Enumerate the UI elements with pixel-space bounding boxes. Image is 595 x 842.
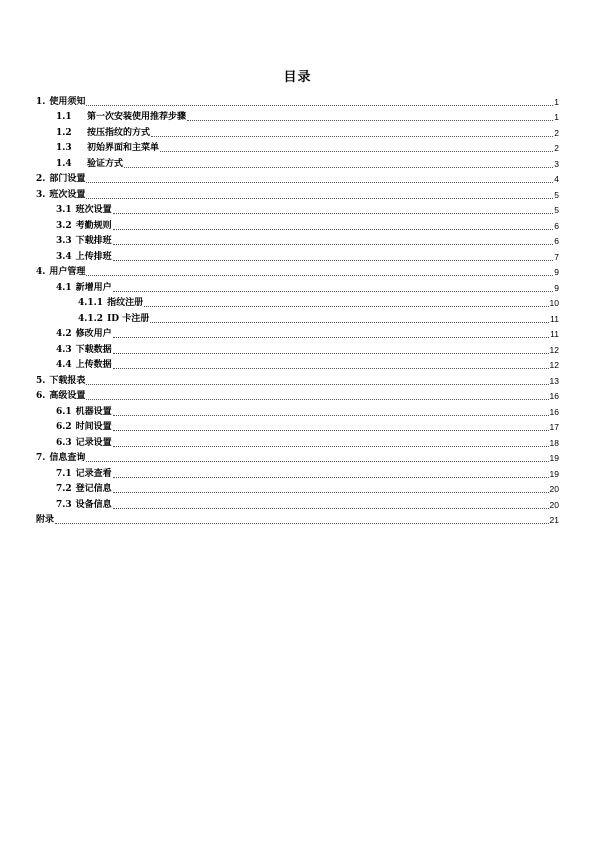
toc-entry-3-1[interactable] <box>36 201 559 217</box>
toc-entry-page: 7 <box>554 251 559 262</box>
toc-dot-leader <box>86 399 548 400</box>
toc-entry-number: 6.1 <box>56 406 72 417</box>
toc-entry-page: 16 <box>549 406 559 417</box>
toc-entry-number: 7. <box>36 453 46 463</box>
toc-entry-number: 6. <box>36 391 46 401</box>
toc-entry-label: 上传数据 <box>75 360 112 370</box>
toc-dot-leader <box>113 492 549 493</box>
toc-entry-page: 5 <box>554 189 559 200</box>
toc-entry-number: 5. <box>36 375 46 386</box>
toc-dot-leader <box>113 291 554 292</box>
toc-entry-number: 1. <box>36 96 46 107</box>
toc-entry-label: 部门设置 <box>49 174 86 184</box>
toc-entry-number: 2. <box>36 174 46 184</box>
toc-entry-5[interactable] <box>36 371 559 387</box>
toc-entry-page: 18 <box>549 437 559 448</box>
toc-entry-number: 7.2 <box>56 484 72 494</box>
toc-entry-label: 上传排班 <box>75 251 112 262</box>
toc-entry-label: 登记信息 <box>75 484 112 494</box>
toc-dot-leader <box>160 151 553 152</box>
toc-entry-7-2[interactable] <box>36 480 559 496</box>
toc-entry-number: 7.3 <box>56 499 72 510</box>
toc-entry-number: 4.4 <box>56 360 72 370</box>
toc-entry-2[interactable] <box>36 170 559 186</box>
toc-entry-page: 20 <box>549 484 559 494</box>
toc-entry-label: 下载排班 <box>75 236 112 246</box>
toc-entry-label: 新增用户 <box>75 282 112 293</box>
toc-entry-label: 考勤规则 <box>75 220 112 231</box>
toc-dot-leader <box>113 244 554 245</box>
toc-entry-number: 4.1 <box>56 282 72 293</box>
toc-dot-leader <box>187 120 553 121</box>
toc-entry-number: 3. <box>36 189 46 200</box>
toc-title: 目录 <box>283 70 312 85</box>
toc-entry-label: 下载报表 <box>49 375 86 386</box>
toc-entry-page: 11 <box>550 329 559 339</box>
toc-dot-leader <box>86 384 548 385</box>
toc-dot-leader <box>113 353 549 354</box>
toc-dot-leader <box>151 136 553 137</box>
toc-dot-leader <box>113 508 549 509</box>
toc-dot-leader <box>55 523 549 524</box>
toc-entry-number: 1.1 <box>56 112 72 122</box>
toc-entry-number: 4. <box>36 267 46 277</box>
toc-entry-3-3[interactable] <box>36 232 559 248</box>
toc-entry-label: 第一次安装使用推荐步骤 <box>87 112 187 122</box>
toc-dot-leader <box>86 182 553 183</box>
toc-entry-page: 12 <box>549 360 559 370</box>
toc-entry-label: 班次设置 <box>75 205 112 215</box>
toc-entry-label: 时间设置 <box>75 422 112 432</box>
toc-entry-1-3[interactable] <box>36 139 559 155</box>
toc-dot-leader <box>113 477 549 478</box>
toc-entry-7-3[interactable] <box>36 495 559 511</box>
toc-entry-label: 指纹注册 <box>107 298 144 308</box>
toc-entry-page: 16 <box>549 391 559 401</box>
toc-entry-label: 高级设置 <box>49 391 86 401</box>
toc-entry-number: 6.3 <box>56 437 72 448</box>
toc-entry-1-1[interactable] <box>36 108 559 124</box>
toc-entry-4-1-2[interactable] <box>36 309 559 325</box>
toc-entry-page: 19 <box>549 453 559 463</box>
toc-entry-6[interactable] <box>36 387 559 403</box>
toc-entry-number: 6.2 <box>56 422 72 432</box>
toc-entry-number: 4.1.1 <box>78 298 104 308</box>
toc-entry-4-3[interactable] <box>36 340 559 356</box>
toc-entry-label: 使用须知 <box>49 96 86 107</box>
toc-entry-number: 1.4 <box>56 158 72 169</box>
toc-entry-label: 记录设置 <box>75 437 112 448</box>
toc-entry-label: 附录 <box>36 515 55 525</box>
toc-entry-6-1[interactable] <box>36 402 559 418</box>
toc-dot-leader <box>113 415 549 416</box>
toc-entry-label: 初始界面和主菜单 <box>87 143 160 153</box>
toc-entry-1[interactable] <box>36 92 559 108</box>
toc-dot-leader <box>113 229 554 230</box>
toc-entry-page: 1 <box>554 96 559 107</box>
toc-entry-number: 1.2 <box>56 127 72 138</box>
toc-entry-page: 21 <box>549 515 559 525</box>
toc-dot-leader <box>86 105 553 106</box>
toc-entry-page: 10 <box>549 298 559 308</box>
toc-entry-label: 班次设置 <box>49 189 86 200</box>
toc-entry-4-4[interactable] <box>36 356 559 372</box>
toc-dot-leader <box>113 337 549 338</box>
toc-entry-label: ID 卡注册 <box>107 313 150 324</box>
toc-dot-leader <box>86 461 548 462</box>
toc-entry-4[interactable] <box>36 263 559 279</box>
toc-entry-number: 4.3 <box>56 344 72 355</box>
toc-entry-number: 3.4 <box>56 251 72 262</box>
toc-dot-leader <box>144 306 548 307</box>
toc-entry-7[interactable] <box>36 449 559 465</box>
toc-entry-label: 用户管理 <box>49 267 86 277</box>
toc-dot-leader <box>113 260 554 261</box>
toc-entry-number: 1.3 <box>56 143 72 153</box>
toc-entry-number: 4.1.2 <box>78 313 104 324</box>
toc-entry-page: 9 <box>554 267 559 277</box>
toc-list <box>36 92 559 526</box>
toc-entry-4-2[interactable] <box>36 325 559 341</box>
toc-dot-leader <box>113 446 549 447</box>
toc-entry-number: 3.2 <box>56 220 72 231</box>
toc-entry-1-4[interactable] <box>36 154 559 170</box>
toc-entry-page: 13 <box>549 375 559 386</box>
toc-entry-label: 设备信息 <box>75 499 112 510</box>
toc-entry-page: 2 <box>554 143 559 153</box>
toc-entry-label: 信息查询 <box>49 453 86 463</box>
toc-entry-page: 2 <box>554 127 559 138</box>
toc-dot-leader <box>113 213 554 214</box>
toc-entry-label: 记录查看 <box>75 468 112 479</box>
toc-dot-leader <box>86 198 553 199</box>
toc-entry-page: 1 <box>554 112 559 122</box>
toc-dot-leader <box>124 167 553 168</box>
toc-entry-appendix[interactable] <box>36 511 559 527</box>
toc-entry-page: 17 <box>549 422 559 432</box>
toc-entry-page: 11 <box>550 313 559 324</box>
toc-dot-leader <box>86 275 553 276</box>
toc-entry-6-3[interactable] <box>36 433 559 449</box>
toc-entry-page: 6 <box>554 220 559 231</box>
toc-dot-leader <box>113 430 549 431</box>
toc-entry-page: 20 <box>549 499 559 510</box>
toc-entry-page: 12 <box>549 344 559 355</box>
toc-entry-page: 5 <box>554 205 559 215</box>
toc-entry-7-1[interactable] <box>36 464 559 480</box>
toc-entry-label: 验证方式 <box>87 158 124 169</box>
toc-entry-4-1[interactable] <box>36 278 559 294</box>
toc-entry-1-2[interactable] <box>36 123 559 139</box>
toc-entry-number: 3.3 <box>56 236 72 246</box>
toc-entry-label: 按压指纹的方式 <box>87 127 151 138</box>
toc-entry-label: 机器设置 <box>75 406 112 417</box>
toc-entry-number: 3.1 <box>56 205 72 215</box>
toc-entry-page: 19 <box>549 468 559 479</box>
toc-entry-6-2[interactable] <box>36 418 559 434</box>
toc-dot-leader <box>113 368 549 369</box>
toc-entry-3[interactable] <box>36 185 559 201</box>
toc-entry-4-1-1[interactable] <box>36 294 559 310</box>
toc-entry-number: 4.2 <box>56 329 72 339</box>
toc-entry-page: 3 <box>554 158 559 169</box>
toc-entry-page: 9 <box>554 282 559 293</box>
toc-entry-page: 6 <box>554 236 559 246</box>
toc-entry-page: 4 <box>554 174 559 184</box>
toc-entry-3-2[interactable] <box>36 216 559 232</box>
toc-dot-leader <box>150 322 549 323</box>
toc-entry-3-4[interactable] <box>36 247 559 263</box>
toc-entry-label: 下载数据 <box>75 344 112 355</box>
toc-entry-label: 修改用户 <box>75 329 112 339</box>
toc-entry-number: 7.1 <box>56 468 72 479</box>
